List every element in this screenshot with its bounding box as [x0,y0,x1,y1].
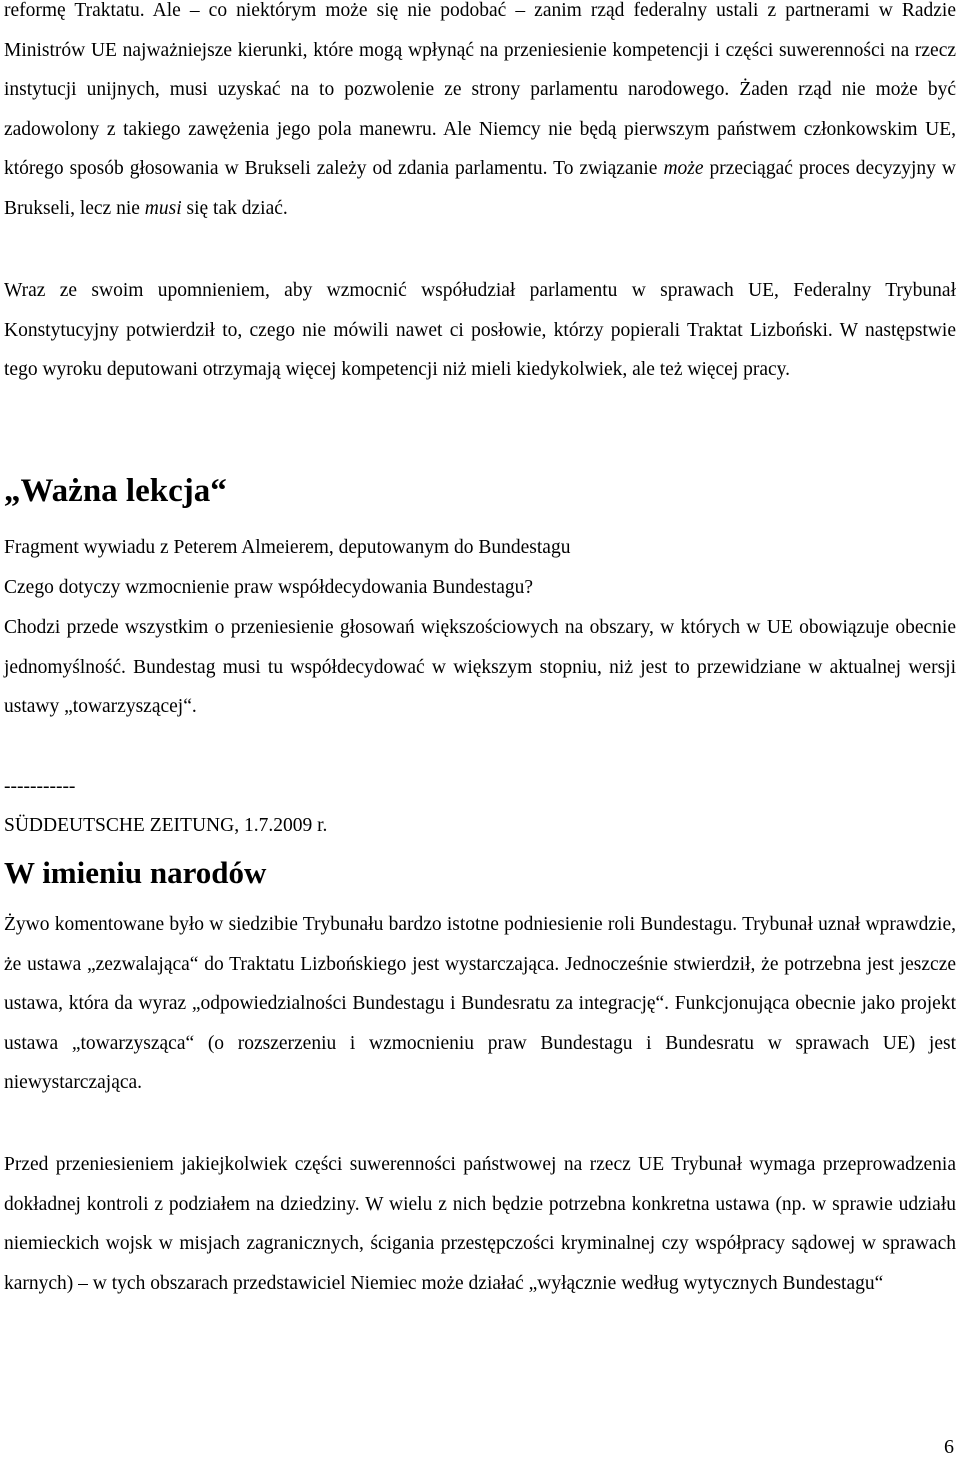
paragraph-text: się tak dziać. [181,197,288,219]
article-heading: W imieniu narodów [4,855,267,890]
article-paragraph-2: Przed przeniesieniem jakiejkolwiek części suwerenności państwowej na rzecz UE Trybunał wymaga przeprowadzenia dokładnej kontroli z podziałem na dziedziny. W wielu z nich będzie potrzebna konkretna ustawa (np. w sprawie udziału niemieckich wojsk w misjach zagranicznych, ścigania przestępczości kryminalnej czy współpracy sądowej w sprawach karnych) – w tych obszarach przedstawiciel Niemiec może działać „wyłącznie według wytycznych Bundestagu“ [4,1154,956,1294]
interview-heading: „Ważna lekcja“ [4,473,227,509]
interview-answer: Chodzi przede wszystkim o przeniesienie głosowań większościowych na obszary, w których w UE obowiązuje obecnie jednomyślność. Bundestag musi tu współdecydować w większym stopniu, niż jest to przewidziane w aktualnej wersji ustawy „towarzyszącej“. [4,617,956,717]
italic-word: może [663,158,704,179]
article-paragraph-1: Żywo komentowane było w siedzibie Trybunału bardzo istotne podniesienie roli Bundestagu. Trybunał uznał wprawdzie, że ustawa „zezwalająca“ do Traktatu Lizbońskiego jest wystarczająca. Jednocześnie stwierdził, że potrzebna jest jeszcze ustawa, która da wyraz „odpowiedzialności Bundestagu i Bundesratu za integrację“. Funkcjonująca obecnie jako projekt ustawa „towarzysząca“ (o rozszerzeniu i wzmocnieniu praw Bundestagu i Bundesratu w sprawach UE) jest niewystarczająca. [4,914,956,1093]
italic-word: musi [144,197,182,219]
interview-question: Czego dotyczy wzmocnienie praw współdecydowania Bundestagu? [4,577,534,598]
paragraph-reform-treaty [4,0,956,228]
source-citation: SÜDDEUTSCHE ZEITUNG, 1.7.2009 r. [4,815,328,836]
separator-line: ----------- [4,776,76,797]
paragraph-court-ruling: Wraz ze swoim upomnieniem, aby wzmocnić współudział parlamentu w sprawach UE, Federalny Trybunał Konstytucyjny potwierdził to, czego nie mówili nawet ci posłowie, którzy popierali Traktat Lizboński. W następstwie tego wyroku deputowani otrzymają więcej kompetencji niż mieli kiedykolwiek, ale też więcej pracy. [4,280,956,380]
interview-intro: Fragment wywiadu z Peterem Almeierem, deputowanym do Bundestagu [4,537,571,558]
page-number: 6 [944,1436,954,1458]
paragraph-text: przeciągać proces decyzyjny w Brukseli, lecz nie [4,158,957,219]
paragraph-text: reformę Traktatu. Ale – co niektórym może się nie podobać – zanim rząd federalny ustali z partnerami w Radzie Ministrów UE najważniejsze kierunki, które mogą wpłynąć na przeniesienie kompetencji i części suwerenności na rzecz instytucji unijnych, musi uzyskać na to pozwolenie ze strony parlamentu narodowego. Żaden rząd nie może być zadowolony z takiego zawężenia jego pola manewru. Ale Niemcy nie będą pierwszym państwem członkowskim UE, którego sposób głosowania w Brukseli zależy od zdania parlamentu. To związanie [4,0,956,179]
